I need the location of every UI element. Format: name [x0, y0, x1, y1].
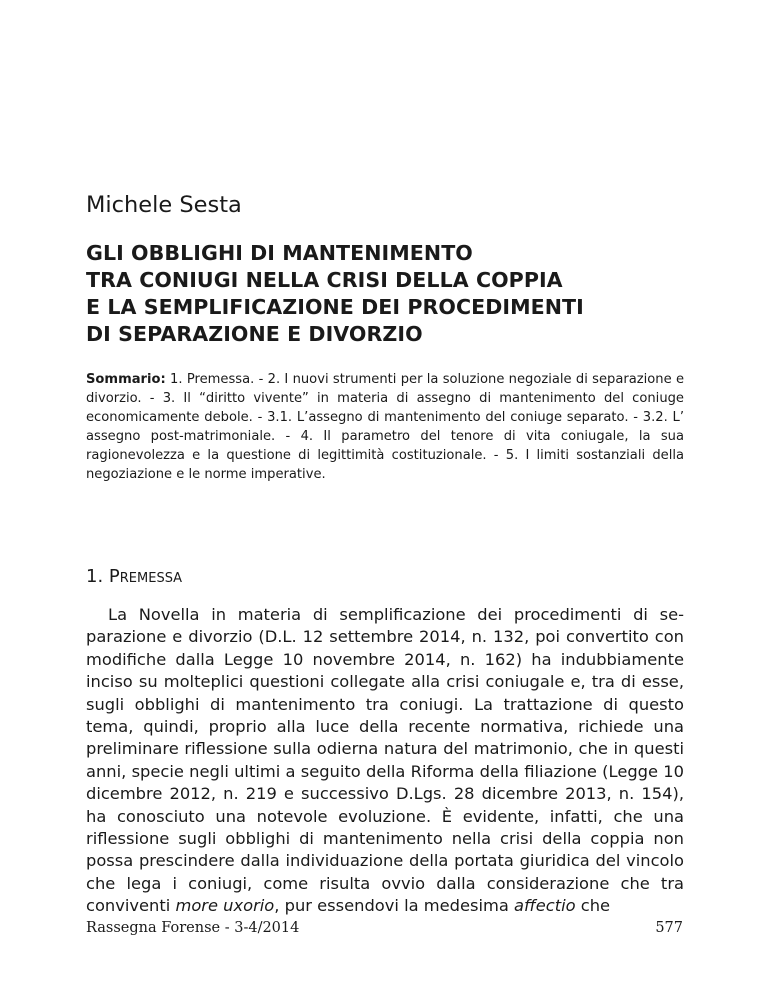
summary	[86, 370, 684, 485]
section-number: 1.	[86, 566, 109, 587]
body-italic-term: more uxorio	[175, 896, 275, 916]
author-name: Michele Sesta	[86, 192, 242, 218]
summary-label: Sommario:	[86, 372, 166, 387]
footer-page-number: 577	[655, 920, 683, 936]
article-title	[86, 240, 706, 348]
title-line: DI SEPARAZIONE E DIVORZIO	[86, 322, 423, 346]
section-title: Premessa	[108, 566, 183, 587]
title-line: E LA SEMPLIFICAZIONE DEI PROCEDIMENTI	[86, 295, 584, 319]
body-paragraph	[86, 604, 684, 918]
body-text-part: , pur essendovi la medesima	[274, 896, 515, 916]
section-heading	[86, 566, 182, 588]
body-text-part: che	[575, 896, 611, 916]
title-line: GLI OBBLIGHI DI MANTENIMENTO	[86, 241, 473, 265]
title-line: TRA CONIUGI NELLA CRISI DELLA COPPIA	[86, 268, 563, 292]
body-text-part: La Novella in materia di semplificazione dei procedimenti di separazione e divorzio (D.L. 12 settembre 2014, n. 132, poi convertito con modifiche dalla Legge 10 novembre 2014, n. 162) ha indubbiamente inciso su molteplici questioni collegate alla crisi coniugale e, tra di esse, sugli obblighi di mantenimento tra coniugi. La trattazione di questo tema, quindi, proprio alla luce della recente normativa, richiede una preliminare riflessione sulla odierna natura del matrimonio, che in questi anni, specie negli ultimi a seguito della Riforma della filiazione (Legge 10 dicembre 2012, n. 219 e successivo D.Lgs. 28 dicembre 2013, n. 154), ha conosciuto una notevole evoluzione. È evidente, infatti, che una riflessione sugli obblighi di mantenimento nella crisi della coppia non possa prescindere dalla individuazione della portata giuridica del vincolo che lega i coniugi, come risulta ovvio dalla considerazione che tra conviventi	[86, 605, 684, 916]
footer-journal: Rassegna Forense - 3-4/2014	[86, 920, 300, 936]
summary-text: 1. Premessa. - 2. I nuovi strumenti per la soluzione negoziale di separazione e divorzio. - 3. Il “diritto vivente” in materia di assegno di mantenimento del coniuge economicamente debole. - 3.1. L’assegno di mantenimento del coniuge separato. - 3.2. L’ assegno post-matrimoniale. - 4. Il parametro del tenore di vita coniugale, la sua ragionevolezza e la questione di legittimità costituzionale. - 5. I limiti sostanziali della negoziazione e le norme imperative.	[86, 372, 684, 483]
body-italic-term: affectio	[514, 896, 576, 916]
